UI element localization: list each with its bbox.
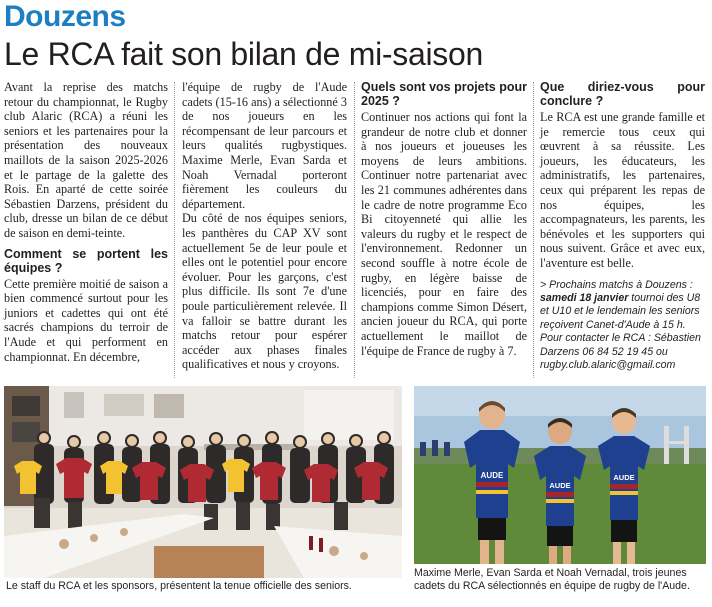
staff-photo-illustration <box>4 386 402 578</box>
answer-paragraph-3: Du côté de nos équipes seniors, les panthères du CAP XV sont actuellement 5e de leur poule et elles ont le potentiel pour encore évoluer. Pour les garçons, c'est plus difficile. Ils sont 7e d'une poule particulièrement relevée. Il va falloir se battre durant les matchs retour pour espérer accéder aux phases finales qualificatives et nous y croyons. <box>182 211 347 372</box>
left-photo-caption: Le staff du RCA et les sponsors, présentent la tenue officielle des seniors. <box>6 580 352 592</box>
answer-paragraph-4: Continuer nos actions qui font la grandeur de notre club et donner à nos joueurs et joueuses les moyens de leurs ambitions. Continuer notre partenariat avec les 21 communes adhérentes dans le cadre de notre programme Eco Bi citoyenneté qui allie les valeurs du rugby et le respect de l'environnement. Redonner un second souffle à notre école de rugby, en légère baisse de licenciés, pour en faire des champions comme Simon Désert, ancien joueur du RCA, qui porte actuellement le maillot de l'équipe de France de rugby à 7. <box>361 110 527 358</box>
cadets-photo <box>414 386 706 564</box>
info-rest: tournoi des U8 et U10 et le lendemain les seniors reçoivent Canet-d'Aude à 15 h. <box>540 291 701 331</box>
column-divider <box>354 82 355 378</box>
question-heading-2: Quels sont vos projets pour 2025 ? <box>361 80 527 108</box>
column-divider <box>533 82 534 378</box>
answer-paragraph-2: l'équipe de rugby de l'Aude cadets (15-16 ans) a sélectionné 3 de nos joueurs en les récompensant de leur parcours et leurs qualités rugbystiques. Maxime Merle, Evan Sarda et Noah Vernadal porteront fièrement les couleurs du département. <box>182 80 347 211</box>
headline: Le RCA fait son bilan de mi-saison <box>4 36 483 72</box>
article-column-1 <box>4 80 168 364</box>
article-column-4 <box>540 80 705 372</box>
question-heading-1: Comment se portent les équipes ? <box>4 246 168 275</box>
article-column-3 <box>361 80 527 358</box>
cadets-photo-illustration <box>414 386 706 564</box>
column-divider <box>174 82 175 378</box>
info-date: samedi 18 janvier <box>540 291 629 304</box>
jersey-text-middle: AUDE <box>549 481 571 490</box>
question-heading-3: Que diriez-vous pour conclure ? <box>540 80 705 108</box>
jersey-text-left: AUDE <box>480 471 504 480</box>
practical-info <box>540 279 705 373</box>
jersey-text-right: AUDE <box>613 473 635 482</box>
answer-paragraph-5: Le RCA est une grande famille et je remercie tous ceux qui œuvrent à sa réussite. Les joueurs, les éducateurs, les administratifs, les partenaires, ceux qui préparent les repas de nos équipes, les accompagnateurs, les parents, les bénévoles et les supporters qui nous suivent. Grâce et avec eux, l'aventure est belle. <box>540 110 705 270</box>
contact-info: Pour contacter le RCA : Sébastien Darzens 06 84 52 19 45 ou rugby.club.alaric@gmail.com <box>540 332 701 371</box>
intro-paragraph: Avant la reprise des matchs retour du championnat, le Rugby club Alaric (RCA) a réuni les seniors et les partenaires pour la présentation des nouveaux maillots de la saison 2025-2026 et le partage de la galette des Rois. En aparté de cette soirée Sébastien Darzens, président du club, dresse un bilan de ce début de saison en demi-teinte. <box>4 80 168 240</box>
info-prefix: > Prochains matchs à Douzens : <box>540 278 693 291</box>
staff-sponsors-photo <box>4 386 402 578</box>
right-photo-caption: Maxime Merle, Evan Sarda et Noah Vernadal, trois jeunes cadets du RCA sélectionnés en équipe de rugby de l'Aude. <box>414 567 690 592</box>
answer-paragraph-1: Cette première moitié de saison a bien commencé surtout pour les juniors et cadettes qui ont été sacrés champions du terroir de l'Aude et qui performent en championnat. En décembre, <box>4 276 168 364</box>
article-column-2 <box>182 80 347 372</box>
section-kicker: Douzens <box>4 0 126 33</box>
